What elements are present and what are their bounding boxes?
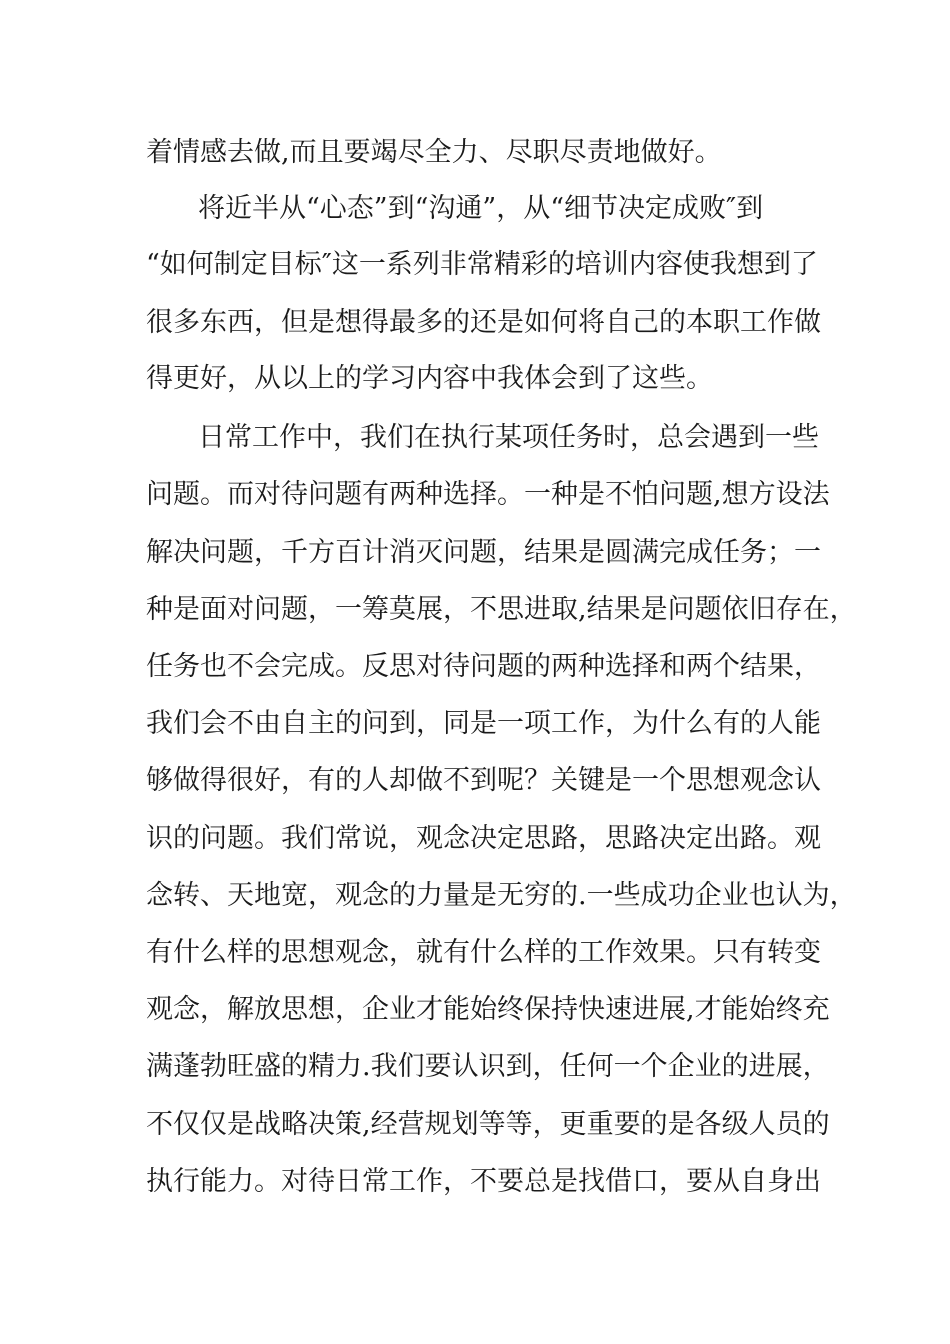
text-line: 不仅仅是战略决策,经营规划等等，更重要的是各级人员的 xyxy=(146,1109,830,1140)
text-line: 种是面对问题，一筹莫展，不思进取,结果是问题依旧存在， xyxy=(146,594,857,625)
text-line: 得更好，从以上的学习内容中我体会到了这些。 xyxy=(146,363,713,394)
text-line: “如何制定目标″这一系列非常精彩的培训内容使我想到了 xyxy=(146,249,818,280)
paragraph-first-line: 将近半从“心态”到“沟通”，从“细节决定成败″到 xyxy=(198,193,764,224)
text-line: 很多东西，但是想得最多的还是如何将自己的本职工作做 xyxy=(146,307,821,338)
paragraph-first-line: 日常工作中，我们在执行某项任务时，总会遇到一些 xyxy=(198,422,819,453)
text-line: 解决问题，千方百计消灭问题，结果是圆满完成任务；一 xyxy=(146,537,821,568)
text-line: 我们会不由自主的问到，同是一项工作，为什么有的人能 xyxy=(146,708,821,739)
text-line: 着情感去做,而且要竭尽全力、尽职尽责地做好。 xyxy=(146,137,722,168)
text-line: 有什么样的思想观念，就有什么样的工作效果。只有转变 xyxy=(146,937,821,968)
text-line: 执行能力。对待日常工作，不要总是找借口，要从自身出 xyxy=(146,1166,821,1197)
text-line: 念转、天地宽，观念的力量是无穷的.一些成功企业也认为， xyxy=(146,880,857,911)
text-line: 识的问题。我们常说，观念决定思路，思路决定出路。观 xyxy=(146,823,821,854)
text-line: 问题。而对待问题有两种选择。一种是不怕问题,想方设法 xyxy=(146,479,830,510)
text-line: 满蓬勃旺盛的精力.我们要认识到，任何一个企业的进展， xyxy=(146,1051,830,1082)
text-line: 够做得很好，有的人却做不到呢？关键是一个思想观念认 xyxy=(146,765,821,796)
text-line: 观念，解放思想，企业才能始终保持快速进展,才能始终充 xyxy=(146,994,830,1025)
text-line: 任务也不会完成。反思对待问题的两种选择和两个结果， xyxy=(146,651,821,682)
